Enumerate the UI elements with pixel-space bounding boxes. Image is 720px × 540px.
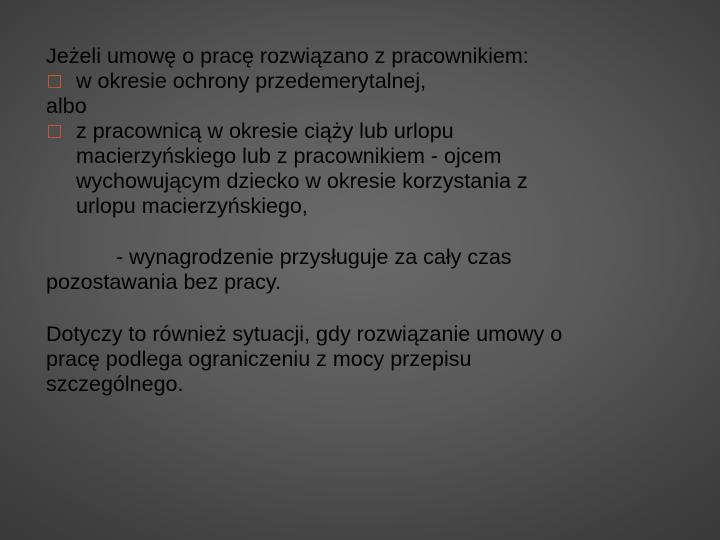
note-line: szczególnego. xyxy=(46,372,184,396)
note-line: pracę podlega ograniczeniu z mocy przepisu xyxy=(46,347,472,371)
bullet-item-2-line: urlopu macierzyńskiego, xyxy=(76,194,308,218)
conclusion-line: pozostawania bez pracy. xyxy=(46,270,282,294)
bullet-item-2-line: wychowującym dziecko w okresie korzystania z xyxy=(76,169,528,193)
connector-text: albo xyxy=(46,94,87,118)
bullet-item-2-line: z pracownicą w okresie ciąży lub urlopu xyxy=(76,119,454,143)
conclusion-line: - wynagrodzenie przysługuje za cały czas xyxy=(116,245,512,269)
slide-content xyxy=(46,44,686,397)
note-line: Dotyczy to również sytuacji, gdy rozwiązanie umowy o xyxy=(46,322,563,346)
bullet-item-1-text: w okresie ochrony przedemerytalnej, xyxy=(76,69,427,93)
square-bullet-icon xyxy=(48,75,61,88)
square-bullet-icon xyxy=(48,125,61,138)
bullet-item-2-line: macierzyńskiego lub z pracownikiem - ojcem xyxy=(76,144,502,168)
intro-text: Jeżeli umowę o pracę rozwiązano z pracownikiem: xyxy=(46,44,529,68)
bullet-item-2 xyxy=(46,119,686,144)
bullet-item-1 xyxy=(46,69,686,94)
